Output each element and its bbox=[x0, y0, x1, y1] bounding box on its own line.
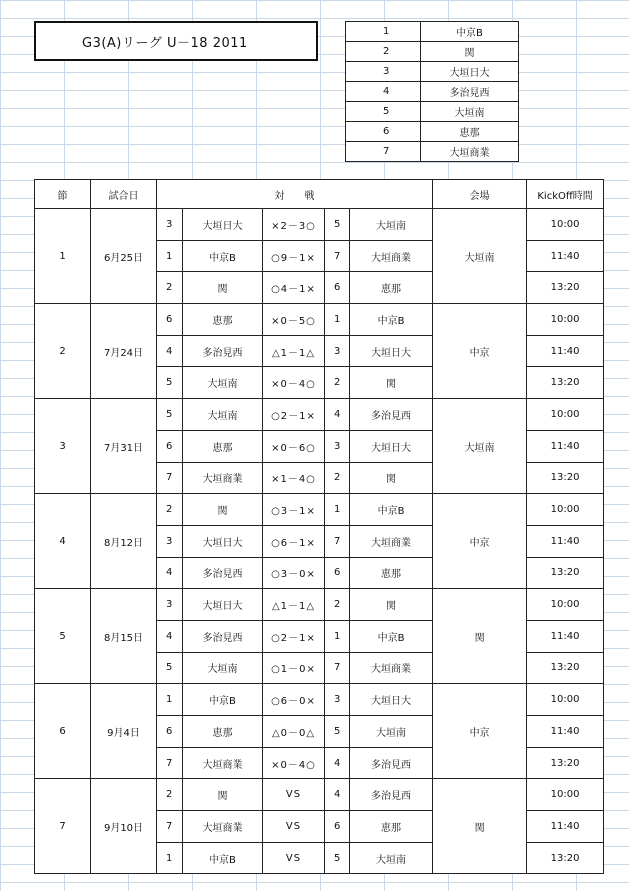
home-team-number: 4 bbox=[157, 335, 183, 367]
away-team-name: 大垣商業 bbox=[350, 525, 433, 557]
away-team-name: 多治見西 bbox=[350, 779, 433, 811]
team-number: 7 bbox=[346, 142, 421, 162]
kickoff-time: 13:20 bbox=[527, 842, 604, 874]
away-team-number: 4 bbox=[325, 747, 350, 779]
match-score: △0－0△ bbox=[263, 716, 325, 748]
home-team-name: 大垣南 bbox=[183, 399, 263, 431]
match-row bbox=[35, 589, 604, 621]
away-team-name: 関 bbox=[350, 367, 433, 399]
away-team-name: 恵那 bbox=[350, 272, 433, 304]
away-team-name: 多治見西 bbox=[350, 399, 433, 431]
home-team-number: 4 bbox=[157, 557, 183, 589]
kickoff-time: 10:00 bbox=[527, 779, 604, 811]
away-team-name: 中京B bbox=[350, 494, 433, 526]
header-kickoff: KickOff時間 bbox=[527, 180, 604, 209]
team-list bbox=[345, 21, 519, 162]
match-score: △1－1△ bbox=[263, 335, 325, 367]
home-team-name: 関 bbox=[183, 779, 263, 811]
team-row bbox=[346, 42, 519, 62]
match-score: ×0－6○ bbox=[263, 430, 325, 462]
team-row bbox=[346, 142, 519, 162]
away-team-number: 7 bbox=[325, 652, 350, 684]
kickoff-time: 11:40 bbox=[527, 525, 604, 557]
team-number: 2 bbox=[346, 42, 421, 62]
kickoff-time: 11:40 bbox=[527, 620, 604, 652]
match-score: ×0－5○ bbox=[263, 304, 325, 336]
match-score: VS bbox=[263, 811, 325, 843]
match-score: ○2－1× bbox=[263, 399, 325, 431]
home-team-name: 大垣商業 bbox=[183, 811, 263, 843]
team-name: 大垣日大 bbox=[421, 62, 519, 82]
home-team-name: 多治見西 bbox=[183, 557, 263, 589]
away-team-number: 5 bbox=[325, 716, 350, 748]
match-score: VS bbox=[263, 842, 325, 874]
away-team-name: 大垣日大 bbox=[350, 684, 433, 716]
match-date: 8月15日 bbox=[91, 589, 157, 684]
away-team-number: 1 bbox=[325, 494, 350, 526]
away-team-number: 7 bbox=[325, 240, 350, 272]
header-date: 試合日 bbox=[91, 180, 157, 209]
team-row bbox=[346, 62, 519, 82]
venue: 大垣南 bbox=[433, 399, 527, 494]
away-team-number: 1 bbox=[325, 304, 350, 336]
home-team-number: 3 bbox=[157, 209, 183, 241]
home-team-number: 6 bbox=[157, 304, 183, 336]
away-team-name: 恵那 bbox=[350, 811, 433, 843]
match-score: ○3－1× bbox=[263, 494, 325, 526]
match-score: ○1－0× bbox=[263, 652, 325, 684]
home-team-name: 多治見西 bbox=[183, 620, 263, 652]
match-score: ○6－0× bbox=[263, 684, 325, 716]
match-date: 7月31日 bbox=[91, 399, 157, 494]
kickoff-time: 10:00 bbox=[527, 589, 604, 621]
team-name: 恵那 bbox=[421, 122, 519, 142]
home-team-number: 6 bbox=[157, 716, 183, 748]
home-team-name: 恵那 bbox=[183, 304, 263, 336]
home-team-number: 6 bbox=[157, 430, 183, 462]
home-team-number: 5 bbox=[157, 399, 183, 431]
kickoff-time: 10:00 bbox=[527, 304, 604, 336]
away-team-name: 関 bbox=[350, 589, 433, 621]
match-date: 6月25日 bbox=[91, 209, 157, 304]
away-team-number: 4 bbox=[325, 399, 350, 431]
home-team-number: 7 bbox=[157, 462, 183, 494]
away-team-number: 5 bbox=[325, 842, 350, 874]
away-team-name: 大垣南 bbox=[350, 716, 433, 748]
match-row bbox=[35, 209, 604, 241]
match-score: ○2－1× bbox=[263, 620, 325, 652]
round-number: 2 bbox=[35, 304, 91, 399]
schedule-table bbox=[34, 179, 604, 874]
away-team-name: 中京B bbox=[350, 304, 433, 336]
home-team-name: 大垣南 bbox=[183, 652, 263, 684]
home-team-number: 7 bbox=[157, 747, 183, 779]
kickoff-time: 10:00 bbox=[527, 684, 604, 716]
match-score: ×0－4○ bbox=[263, 747, 325, 779]
match-date: 9月4日 bbox=[91, 684, 157, 779]
match-date: 9月10日 bbox=[91, 779, 157, 874]
match-row bbox=[35, 304, 604, 336]
away-team-number: 7 bbox=[325, 525, 350, 557]
home-team-number: 2 bbox=[157, 494, 183, 526]
home-team-number: 2 bbox=[157, 779, 183, 811]
header-venue: 会場 bbox=[433, 180, 527, 209]
round-number: 6 bbox=[35, 684, 91, 779]
kickoff-time: 13:20 bbox=[527, 747, 604, 779]
team-number: 4 bbox=[346, 82, 421, 102]
kickoff-time: 10:00 bbox=[527, 494, 604, 526]
team-number: 3 bbox=[346, 62, 421, 82]
away-team-name: 恵那 bbox=[350, 557, 433, 589]
team-name: 大垣商業 bbox=[421, 142, 519, 162]
home-team-name: 多治見西 bbox=[183, 335, 263, 367]
home-team-name: 関 bbox=[183, 494, 263, 526]
team-name: 多治見西 bbox=[421, 82, 519, 102]
away-team-number: 6 bbox=[325, 557, 350, 589]
home-team-name: 関 bbox=[183, 272, 263, 304]
team-number: 6 bbox=[346, 122, 421, 142]
match-score: ×1－4○ bbox=[263, 462, 325, 494]
header-match: 対 戦 bbox=[157, 180, 433, 209]
away-team-number: 6 bbox=[325, 272, 350, 304]
away-team-name: 大垣商業 bbox=[350, 240, 433, 272]
home-team-number: 3 bbox=[157, 589, 183, 621]
away-team-number: 2 bbox=[325, 462, 350, 494]
away-team-name: 大垣南 bbox=[350, 842, 433, 874]
match-score: VS bbox=[263, 779, 325, 811]
home-team-number: 5 bbox=[157, 367, 183, 399]
home-team-number: 1 bbox=[157, 684, 183, 716]
away-team-name: 大垣日大 bbox=[350, 430, 433, 462]
away-team-number: 4 bbox=[325, 779, 350, 811]
home-team-number: 7 bbox=[157, 811, 183, 843]
away-team-name: 中京B bbox=[350, 620, 433, 652]
round-number: 4 bbox=[35, 494, 91, 589]
team-row bbox=[346, 22, 519, 42]
kickoff-time: 11:40 bbox=[527, 811, 604, 843]
round-number: 7 bbox=[35, 779, 91, 874]
home-team-name: 大垣日大 bbox=[183, 589, 263, 621]
away-team-name: 大垣商業 bbox=[350, 652, 433, 684]
header-round: 節 bbox=[35, 180, 91, 209]
match-score: ○9－1× bbox=[263, 240, 325, 272]
away-team-name: 大垣南 bbox=[350, 209, 433, 241]
home-team-number: 5 bbox=[157, 652, 183, 684]
team-row bbox=[346, 102, 519, 122]
kickoff-time: 11:40 bbox=[527, 335, 604, 367]
home-team-name: 大垣商業 bbox=[183, 747, 263, 779]
venue: 中京 bbox=[433, 684, 527, 779]
kickoff-time: 11:40 bbox=[527, 716, 604, 748]
venue: 関 bbox=[433, 589, 527, 684]
kickoff-time: 10:00 bbox=[527, 399, 604, 431]
venue: 中京 bbox=[433, 494, 527, 589]
venue: 関 bbox=[433, 779, 527, 874]
home-team-number: 3 bbox=[157, 525, 183, 557]
venue: 中京 bbox=[433, 304, 527, 399]
kickoff-time: 11:40 bbox=[527, 430, 604, 462]
kickoff-time: 13:20 bbox=[527, 557, 604, 589]
match-row bbox=[35, 779, 604, 811]
home-team-name: 大垣日大 bbox=[183, 209, 263, 241]
home-team-number: 2 bbox=[157, 272, 183, 304]
away-team-name: 多治見西 bbox=[350, 747, 433, 779]
kickoff-time: 10:00 bbox=[527, 209, 604, 241]
match-row bbox=[35, 399, 604, 431]
away-team-name: 関 bbox=[350, 462, 433, 494]
league-title: G3(A)リーグ U－18 2011 bbox=[34, 21, 318, 61]
team-name: 大垣南 bbox=[421, 102, 519, 122]
away-team-name: 大垣日大 bbox=[350, 335, 433, 367]
home-team-name: 中京B bbox=[183, 684, 263, 716]
away-team-number: 1 bbox=[325, 620, 350, 652]
away-team-number: 2 bbox=[325, 589, 350, 621]
match-score: ×2－3○ bbox=[263, 209, 325, 241]
kickoff-time: 13:20 bbox=[527, 462, 604, 494]
kickoff-time: 13:20 bbox=[527, 272, 604, 304]
team-row bbox=[346, 122, 519, 142]
kickoff-time: 11:40 bbox=[527, 240, 604, 272]
kickoff-time: 13:20 bbox=[527, 367, 604, 399]
away-team-number: 3 bbox=[325, 430, 350, 462]
match-score: ○4－1× bbox=[263, 272, 325, 304]
home-team-name: 大垣商業 bbox=[183, 462, 263, 494]
match-score: ○3－0× bbox=[263, 557, 325, 589]
team-number: 1 bbox=[346, 22, 421, 42]
home-team-name: 中京B bbox=[183, 842, 263, 874]
home-team-name: 中京B bbox=[183, 240, 263, 272]
team-row bbox=[346, 82, 519, 102]
match-score: ○6－1× bbox=[263, 525, 325, 557]
match-row bbox=[35, 494, 604, 526]
match-row bbox=[35, 684, 604, 716]
team-name: 関 bbox=[421, 42, 519, 62]
away-team-number: 3 bbox=[325, 335, 350, 367]
team-name: 中京B bbox=[421, 22, 519, 42]
home-team-number: 1 bbox=[157, 842, 183, 874]
round-number: 5 bbox=[35, 589, 91, 684]
home-team-number: 1 bbox=[157, 240, 183, 272]
team-number: 5 bbox=[346, 102, 421, 122]
away-team-number: 6 bbox=[325, 811, 350, 843]
venue: 大垣南 bbox=[433, 209, 527, 304]
match-date: 8月12日 bbox=[91, 494, 157, 589]
match-score: ×0－4○ bbox=[263, 367, 325, 399]
round-number: 1 bbox=[35, 209, 91, 304]
kickoff-time: 13:20 bbox=[527, 652, 604, 684]
home-team-name: 大垣南 bbox=[183, 367, 263, 399]
home-team-name: 恵那 bbox=[183, 716, 263, 748]
away-team-number: 2 bbox=[325, 367, 350, 399]
match-date: 7月24日 bbox=[91, 304, 157, 399]
match-score: △1－1△ bbox=[263, 589, 325, 621]
home-team-name: 恵那 bbox=[183, 430, 263, 462]
away-team-number: 3 bbox=[325, 684, 350, 716]
schedule-header-row bbox=[35, 180, 604, 209]
home-team-number: 4 bbox=[157, 620, 183, 652]
away-team-number: 5 bbox=[325, 209, 350, 241]
round-number: 3 bbox=[35, 399, 91, 494]
home-team-name: 大垣日大 bbox=[183, 525, 263, 557]
